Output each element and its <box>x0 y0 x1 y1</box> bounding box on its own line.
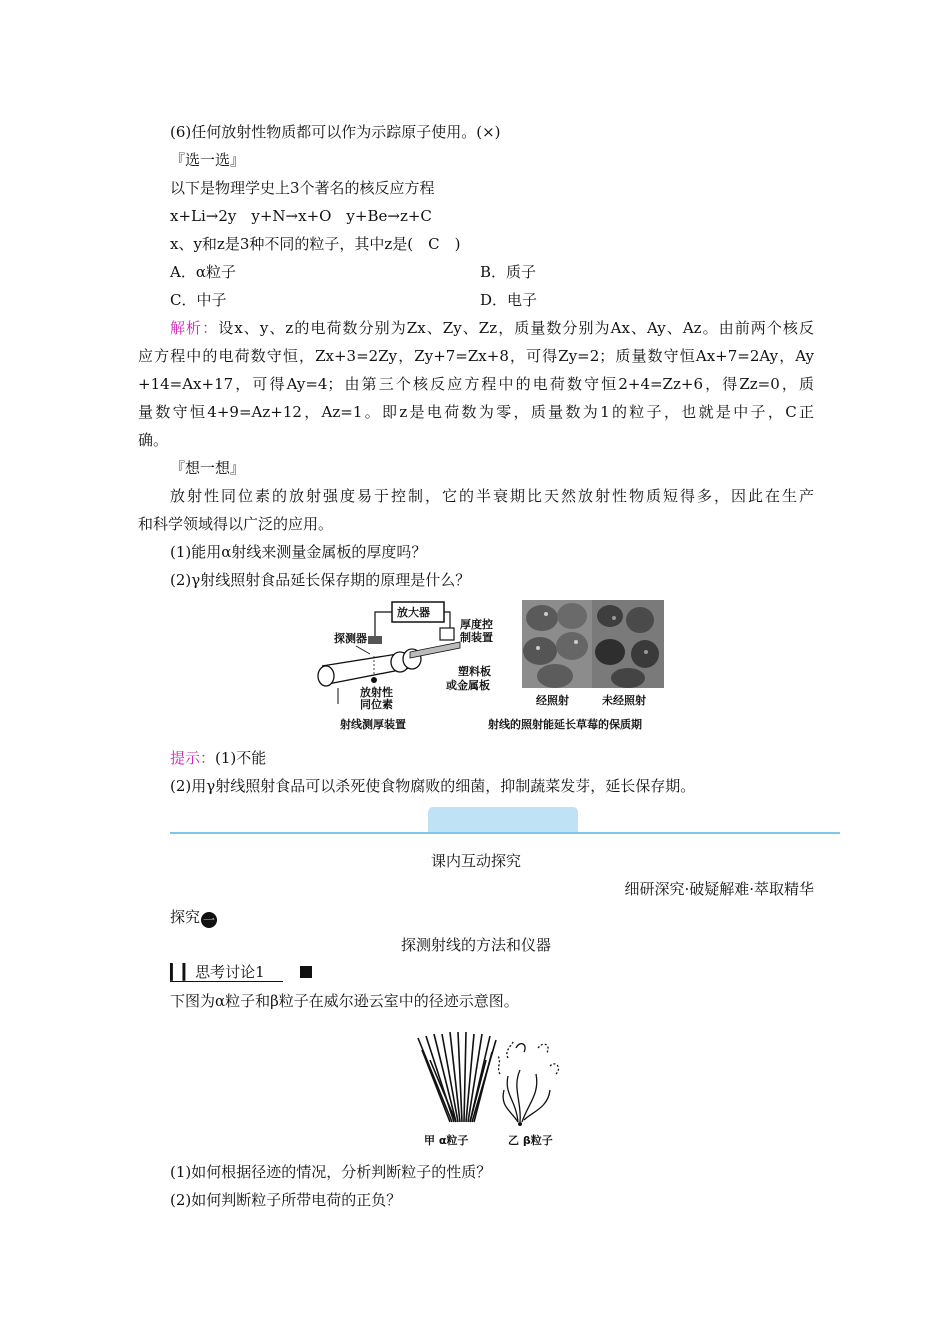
think-q2: (2)γ射线照射食品延长保存期的原理是什么？ <box>170 571 471 589</box>
select-heading: 『选一选』 <box>170 151 246 169</box>
option-b: B．质子 <box>480 263 537 281</box>
sheet <box>410 642 460 658</box>
think-heading: 『想一想』 <box>170 459 246 477</box>
discussion-heading <box>170 963 283 982</box>
option-d: D．电子 <box>480 291 538 309</box>
discussion-bars: ▎▎ <box>170 963 196 981</box>
source-shape <box>371 677 377 683</box>
control-box <box>440 628 454 640</box>
section-tab <box>428 807 578 833</box>
analysis-line-1 <box>170 318 814 338</box>
cloud-chamber-figure <box>400 1030 580 1150</box>
analysis-line-2: 应方程中的电荷数守恒，Zx+3=2Zy，Zy+7=Zx+8，可得Zy=2；质量数守恒Ax+7=2Ay，Ay <box>138 347 814 365</box>
thickness-gauge-figure <box>310 596 690 738</box>
hint-answer-2: (2)用γ射线照射食品可以杀死使食物腐败的细菌，抑制蔬菜发芽，延长保存期。 <box>170 777 696 795</box>
item-6: (6)任何放射性物质都可以作为示踪原子使用。(×) <box>170 123 501 141</box>
think-para-1: 放射性同位素的放射强度易于控制，它的半衰期比天然放射性物质短得多，因此在生产 <box>170 487 814 505</box>
question-intro: 以下是物理学史上3个著名的核反应方程 <box>170 179 435 197</box>
isotope-label-1: 放射性 <box>360 686 393 699</box>
strawberry-photo <box>522 600 664 688</box>
roller-left <box>318 666 334 686</box>
discussion-q2: (2)如何判断粒子所带电荷的正负？ <box>170 1191 402 1209</box>
alpha-tracks <box>418 1032 496 1122</box>
explore-heading <box>170 907 217 928</box>
analysis-line-3: +14=Ax+17，可得Ay=4；由第三个核反应方程中的电荷数守恒2+4=Zz+6，得Zz=0，质 <box>138 375 814 393</box>
beta-tracks <box>498 1040 558 1122</box>
beta-caption: 乙 β粒子 <box>508 1134 553 1147</box>
discussion-label: 思考讨论1 <box>195 963 265 981</box>
question: x、y和z是3种不同的粒子，其中z是( C ) <box>170 235 461 253</box>
cloud-chamber-intro: 下图为α粒子和β粒子在威尔逊云室中的径迹示意图。 <box>170 992 519 1010</box>
hint-line-1 <box>170 748 266 768</box>
caption-left: 射线测厚装置 <box>340 718 406 731</box>
isotope-label-2: 同位素 <box>360 698 393 711</box>
option-a: A．α粒子 <box>170 263 236 281</box>
detector-shape <box>368 636 382 644</box>
equations: x+Li→2y y+N→x+O y+Be→z+C <box>170 207 432 225</box>
caption-right: 射线的照射能延长草莓的保质期 <box>488 718 642 731</box>
analysis-text-1: 设x、y、z的电荷数分别为Zx、Zy、Zz，质量数分别为Ax、Ay、Az。由前两个核反 <box>218 319 814 337</box>
think-q1: (1)能用α射线来测量金属板的厚度吗？ <box>170 543 427 561</box>
control-label-2: 制装置 <box>460 631 493 644</box>
section-divider <box>170 832 840 834</box>
plastic-label-1: 塑料板 <box>458 665 491 678</box>
discussion-q1: (1)如何根据径迹的情况，分析判断粒子的性质？ <box>170 1163 492 1181</box>
detector-label: 探测器 <box>334 632 367 645</box>
alpha-caption: 甲 α粒子 <box>424 1134 469 1147</box>
topic-title: 探测射线的方法和仪器 <box>400 936 551 954</box>
discussion-square <box>300 966 312 978</box>
section-title: 课内互动探究 <box>430 852 521 870</box>
think-para-2: 和科学领域得以广泛的应用。 <box>138 515 334 533</box>
analysis-line-4: 量数守恒4+9=Az+12，Az=1。即z是电荷数为零，质量数为1的粒子，也就是中子，C正 <box>138 403 814 421</box>
irradiated-label: 经照射 <box>536 694 569 707</box>
control-label-1: 厚度控 <box>460 618 493 631</box>
hint-answer-1: (1)不能 <box>215 749 267 767</box>
analysis-label: 解析： <box>170 319 219 337</box>
not-irradiated-label: 未经照射 <box>602 694 646 707</box>
hint-label: 提示： <box>170 749 216 767</box>
explore-number: 一 <box>203 913 216 927</box>
section-motto: 细研深究·破疑解难·萃取精华 <box>624 880 814 898</box>
plastic-label-2: 或金属板 <box>446 679 490 692</box>
explore-label: 探究 <box>170 908 201 926</box>
option-c: C．中子 <box>170 291 227 309</box>
analysis-line-5: 确。 <box>138 431 169 449</box>
amplifier-label: 放大器 <box>397 606 430 619</box>
